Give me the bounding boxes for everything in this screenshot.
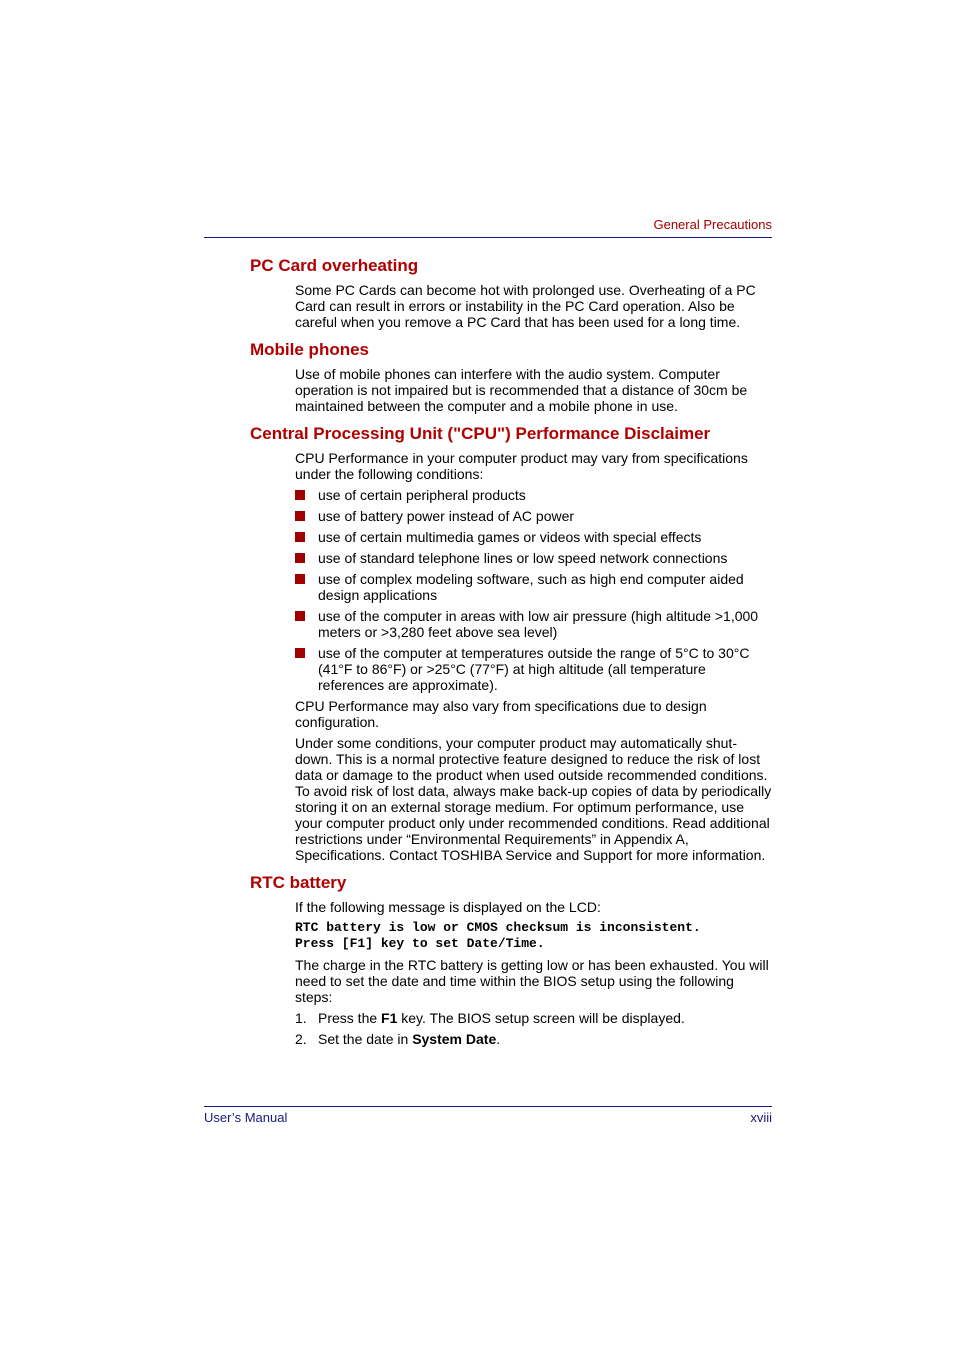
step-item: 1. Press the F1 key. The BIOS setup screen will be displayed. (295, 1010, 685, 1026)
section-body-cpu (295, 450, 772, 863)
lcd-message: RTC battery is low or CMOS checksum is inconsistent. Press [F1] key to set Date/Time. (295, 920, 701, 951)
list-item: use of certain peripheral products (295, 487, 772, 503)
header-rule (204, 237, 772, 238)
section-mobile-phones (250, 338, 772, 414)
square-bullet-icon (295, 532, 305, 542)
paragraph: Use of mobile phones can interfere with the audio system. Computer operation is not impaired but is recommended that a distance of 30cm be maintained between the computer and a mobile phone in use. (295, 366, 748, 414)
section-body-pc-card (295, 282, 772, 330)
list-item: use of the computer at temperatures outside the range of 5°C to 30°C (41°F to 86°F) or >25°C (77°F) at high altitude (all temperature references are approximate). (295, 645, 772, 693)
list-item: use of certain multimedia games or videos with special effects (295, 529, 772, 545)
square-bullet-icon (295, 574, 305, 584)
list-item: use of standard telephone lines or low speed network connections (295, 550, 772, 566)
section-title-rtc: RTC battery (250, 873, 347, 892)
square-bullet-icon (295, 553, 305, 563)
square-bullet-icon (295, 490, 305, 500)
menu-name: System Date (412, 1031, 497, 1047)
section-body-rtc (295, 899, 772, 1047)
paragraph: CPU Performance may also vary from specifications due to design configuration. (295, 698, 707, 730)
square-bullet-icon (295, 511, 305, 521)
footer-rule (204, 1106, 772, 1107)
list-item: use of complex modeling software, such as high end computer aided design applications (295, 571, 772, 603)
paragraph: Under some conditions, your computer product may automatically shut-down. This is a normal protective feature designed to reduce the risk of lost data or damage to the product when used outside recommended conditions. To avoid risk of lost data, always make back-up copies of data by periodically storing it on an external storage medium. For optimum performance, use your computer product only under recommended conditions. Read additional restrictions under “Environmental Requirements” in Appendix A, Specifications. Contact TOSHIBA Service and Support for more information. (295, 735, 772, 863)
section-body-mobile-phones (295, 366, 772, 414)
step-list (295, 1010, 772, 1047)
page-content (250, 254, 772, 1055)
section-pc-card (250, 254, 772, 330)
section-title-cpu: Central Processing Unit ("CPU") Performance Disclaimer (250, 424, 711, 443)
list-item: use of battery power instead of AC power (295, 508, 772, 524)
list-item: use of the computer in areas with low air pressure (high altitude >1,000 meters or >3,280 feet above sea level) (295, 608, 772, 640)
section-cpu-disclaimer (250, 422, 772, 863)
square-bullet-icon (295, 611, 305, 621)
step-number: 1. (295, 1010, 307, 1026)
section-rtc-battery (250, 871, 772, 1047)
paragraph: Some PC Cards can become hot with prolonged use. Overheating of a PC Card can result in errors or instability in the PC Card operation. Also be careful when you remove a PC Card that has been used for a long time. (295, 282, 756, 330)
page-number: xviii (750, 1110, 772, 1125)
step-item: 2. Set the date in System Date. (295, 1031, 501, 1047)
paragraph: If the following message is displayed on the LCD: (295, 899, 601, 915)
key-name: F1 (381, 1010, 398, 1026)
condition-list (295, 487, 772, 693)
step-number: 2. (295, 1031, 307, 1047)
running-header: General Precautions (653, 217, 772, 232)
paragraph: The charge in the RTC battery is getting low or has been exhausted. You will need to set the date and time within the BIOS setup using the following steps: (295, 957, 769, 1005)
paragraph: CPU Performance in your computer product may vary from specifications under the following conditions: (295, 450, 748, 482)
section-title-mobile-phones: Mobile phones (250, 340, 369, 359)
footer-manual-title: User’s Manual (204, 1110, 288, 1125)
square-bullet-icon (295, 648, 305, 658)
section-title-pc-card: PC Card overheating (250, 256, 419, 275)
